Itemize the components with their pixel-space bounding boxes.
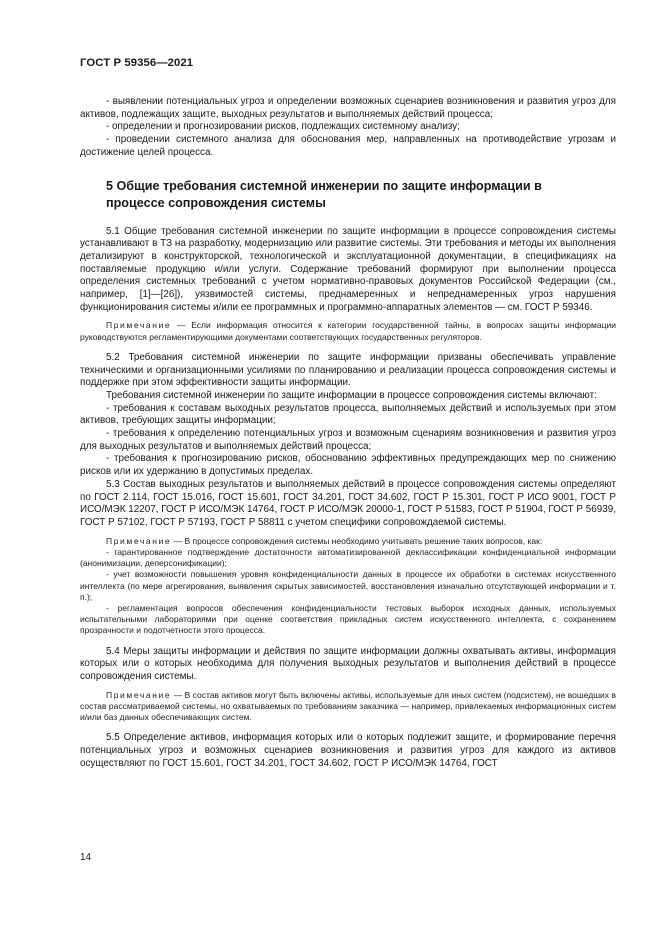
note-5-4	[80, 690, 616, 724]
page-number: 14	[80, 852, 92, 863]
paragraph-5-1: 5.1 Общие требования системной инженерии по защите информации в процессе сопровождения системы устанавливают в ТЗ на разработку, модернизацию или развитие системы. Эти требования и методы их выполнения детализируют в конструкторской, технологической и эксплуатационной документации, в спецификациях на поставляемые продукцию и/или услуги. Содержание требований формируют при выполнении процесса определения системных требований с учетом нормативно-правовых документов Российской Федерации (см., например, [1]—[26]), уязвимостей системы, преднамеренных и непреднамеренных угроз нарушения функционирования системы и/или ее программных и программно-аппаратных элементов — см. ГОСТ Р 59346.	[80, 225, 616, 313]
note-label: Примечание	[106, 535, 172, 546]
list-item: - требования к прогнозированию рисков, обоснованию эффективных предупреждающих мер по снижению рисков или их удержанию в допустимых пределах.	[80, 453, 616, 478]
section-title: 5 Общие требования системной инженерии по защите информации в процессе сопровождения системы	[106, 178, 542, 210]
intro-item: - выявлении потенциальных угроз и определении возможных сценариев возникновения и развития угроз для активов, подлежащих защите, выходных результатов и выполняемых действий процесса;	[80, 96, 616, 120]
note-label: Примечание	[106, 689, 172, 700]
list-item: - требования к определению потенциальных угроз и возможным сценариям возникновения и развития угроз для выходных результатов и выполняемых действий процесса;	[80, 428, 616, 452]
page-content	[80, 96, 616, 770]
list-item: - требования к составам выходных результатов процесса, выполняемых действий и используемых при этом активов, требующих защиты информации;	[80, 402, 616, 427]
document-header: ГОСТ Р 59356—2021	[80, 57, 194, 69]
intro-item: - проведении системного анализа для обоснования мер, направленных на противодействие угрозам и достижение целей процесса.	[80, 134, 616, 158]
note-label: Примечание	[106, 320, 172, 331]
paragraph-5-2: 5.2 Требования системной инженерии по защите информации призваны обеспечивать управление техническими и организационными усилиями по планированию и реализации процесса сопровождения системы и поддержке при этом эффективности защиты информации.	[80, 351, 616, 389]
note-5-1	[80, 320, 616, 342]
paragraph-5-2-lead: Требования системной инженерии по защите информации в процессе сопровождения системы включают:	[106, 389, 597, 401]
note-text: — В состав активов могут быть включены активы, используемые для иных систем (подсистем), не вошедших в состав рассматриваемой системы, но охватываемых по требованиям заказчика — например, привлекаемых информационных систем и/или баз данных обеспечивающих систем.	[80, 689, 616, 723]
paragraph-5-4: 5.4 Меры защиты информации и действия по защите информации должны охватывать активы, информация которых или о которых необходима для получения выходных результатов и выполнения действий в процессе сопровождения системы.	[80, 645, 616, 682]
note-text: — В процессе сопровождения системы необходимо учитывать решение таких вопросов, как:	[173, 535, 543, 546]
paragraph-5-5: 5.5 Определение активов, информация которых или о которых подлежит защите, и формирование перечня потенциальных угроз и возможных сценариев возникновения и развития угроз для каждого из активов осуществляют по ГОСТ 15.601, ГОСТ 34.201, ГОСТ 34.602, ГОСТ Р ИСО/МЭК 14764, ГОСТ	[80, 732, 616, 769]
note-list-item: - учет возможности повышения уровня конфиденциальности данных в процессе их обработки в системах искусственного интеллекта (по мере агрегирования, выявления скрытых зависимостей, восстановления изначально отсутствующей информации и т. п.);	[80, 569, 616, 602]
note-5-3	[80, 536, 616, 547]
paragraph-5-3: 5.3 Состав выходных результатов и выполняемых действий в процессе сопровождения системы определяют по ГОСТ 2.114, ГОСТ 15.016, ГОСТ 15.601, ГОСТ 34.201, ГОСТ 34.602, ГОСТ Р 15.301, ГОСТ Р ИСО 9001, ГОСТ Р ИСО/МЭК 12207, ГОСТ Р ИСО/МЭК 14764, ГОСТ Р ИСО/МЭК 20000-1, ГОСТ Р 51583, ГОСТ Р 51904, ГОСТ Р 56939, ГОСТ Р 57102, ГОСТ Р 57193, ГОСТ Р 58811 с учетом специфики сопровождаемой системы.	[80, 478, 616, 528]
note-list-item: - гарантированное подтверждение достаточности автоматизированной деклассификации конфиденциальной информации (анонимизации, деперсонификации);	[80, 546, 616, 569]
note-list-item: - регламентация вопросов обеспечения конфиденциальности тестовых выборок исходных данных, используемых испытательными лабораториями при оценке соответствия прикладных систем искусственного интеллекта, с сохранением прозрачности и подотчетности этого процесса.	[80, 602, 616, 636]
intro-item: - определении и прогнозировании рисков, подлежащих системному анализу;	[106, 121, 460, 133]
note-text: — Если информация относится к категории государственной тайны, в вопросах защиты информации руководствуются регламентирующими документами соответствующих государственных регуляторов.	[80, 320, 616, 342]
